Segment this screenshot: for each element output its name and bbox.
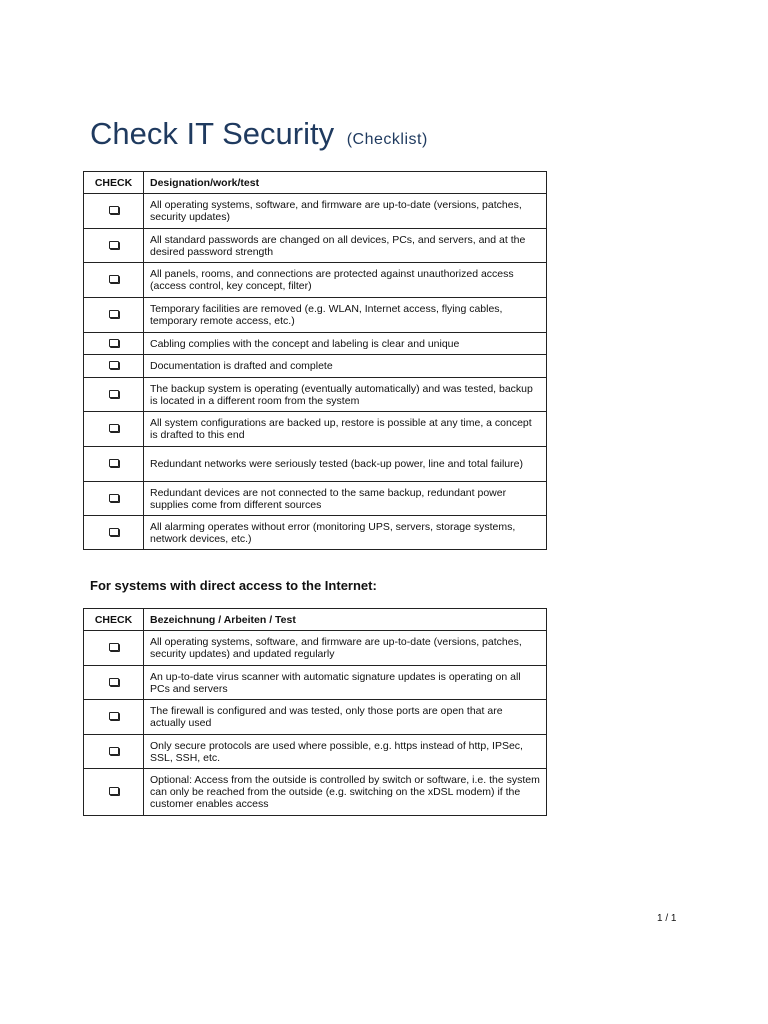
checkbox[interactable] [109,643,119,651]
checkbox[interactable] [109,241,119,249]
checkbox[interactable] [109,424,119,432]
page-title [90,116,428,152]
checkbox[interactable] [109,275,119,283]
checklist-table-general [83,171,547,550]
checkbox[interactable] [109,528,119,536]
row-text: Optional: Access from the outside is controlled by switch or software, i.e. the system can only be reached from the outside (e.g. switching on the xDSL modem) if the customer enables access [144,769,547,816]
row-text: Temporary facilities are removed (e.g. WLAN, Internet access, flying cables, temporary remote access, etc.) [144,298,547,333]
checkbox[interactable] [109,678,119,686]
row-text: Redundant networks were seriously tested (back-up power, line and total failure) [144,447,547,482]
checklist-table-internet [83,608,547,816]
table-row [84,298,547,333]
checkbox[interactable] [109,459,119,467]
table-row [84,229,547,263]
table-row [84,263,547,298]
table-row [84,412,547,447]
check-column-header: CHECK [84,172,144,194]
row-text: All standard passwords are changed on all devices, PCs, and servers, and at the desired password strength [144,229,547,263]
checkbox[interactable] [109,712,119,720]
row-text: An up-to-date virus scanner with automatic signature updates is operating on all PCs and servers [144,666,547,700]
row-text: Cabling complies with the concept and labeling is clear and unique [144,333,547,355]
table-header-row [84,172,547,194]
checkbox[interactable] [109,494,119,502]
row-text: All alarming operates without error (monitoring UPS, servers, storage systems, network devices, etc.) [144,516,547,550]
row-text: Redundant devices are not connected to the same backup, redundant power supplies come from different sources [144,482,547,516]
checkbox[interactable] [109,206,119,214]
row-text: All operating systems, software, and firmware are up-to-date (versions, patches, security updates) [144,194,547,229]
table-row [84,516,547,550]
table-row [84,666,547,700]
row-text: All panels, rooms, and connections are protected against unauthorized access (access control, key concept, filter) [144,263,547,298]
page-number: 1 / 1 [657,913,677,924]
check-column-header: CHECK [84,609,144,631]
section-heading-internet: For systems with direct access to the Internet: [90,578,377,593]
checkbox[interactable] [109,390,119,398]
table-header-row [84,609,547,631]
table-row [84,631,547,666]
title-text: Check IT Security [90,116,335,151]
row-text: The backup system is operating (eventually automatically) and was tested, backup is located in a different room from the system [144,378,547,412]
row-text: All system configurations are backed up, restore is possible at any time, a concept is drafted to this end [144,412,547,447]
checkbox[interactable] [109,361,119,369]
checkbox[interactable] [109,339,119,347]
table-row [84,333,547,355]
designation-column-header: Designation/work/test [144,172,547,194]
table-row [84,355,547,378]
designation-column-header: Bezeichnung / Arbeiten / Test [144,609,547,631]
table-row [84,447,547,482]
row-text: All operating systems, software, and firmware are up-to-date (versions, patches, security updates) and updated regularly [144,631,547,666]
table-row [84,735,547,769]
table-row [84,482,547,516]
checkbox[interactable] [109,310,119,318]
table-row [84,769,547,816]
row-text: The firewall is configured and was tested, only those ports are open that are actually used [144,700,547,735]
checkbox[interactable] [109,747,119,755]
row-text: Only secure protocols are used where possible, e.g. https instead of http, IPSec, SSL, SSH, etc. [144,735,547,769]
row-text: Documentation is drafted and complete [144,355,547,378]
table-row [84,700,547,735]
table-row [84,194,547,229]
title-subtitle: (Checklist) [346,131,428,148]
checkbox[interactable] [109,787,119,795]
table-row [84,378,547,412]
